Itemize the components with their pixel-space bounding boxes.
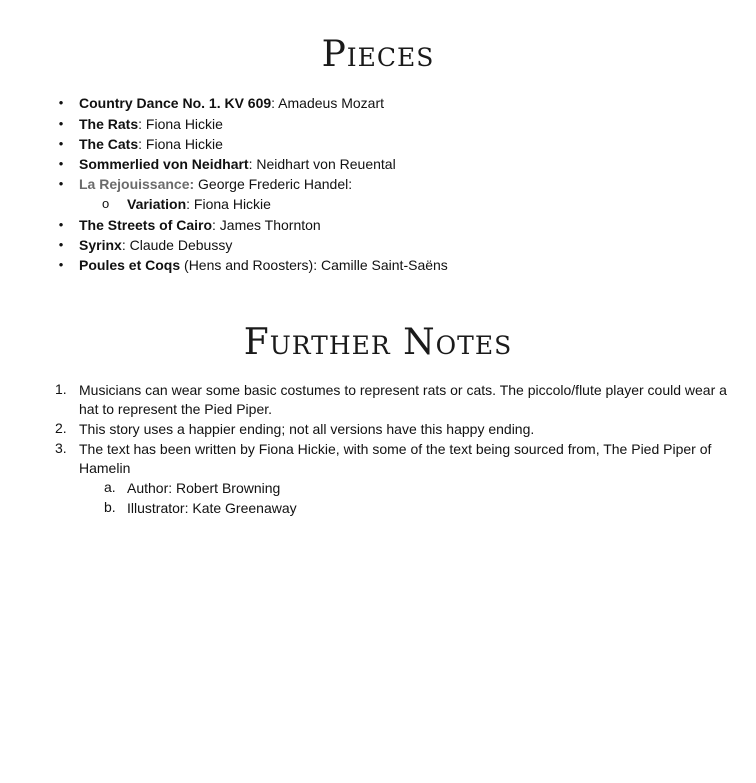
note-subtext: Author: Robert Browning <box>127 480 281 496</box>
list-letter: b. <box>104 499 116 515</box>
bullet-marker: • <box>58 217 64 232</box>
bullet-marker: • <box>58 136 64 151</box>
piece-title: The Streets of Cairo <box>79 217 213 233</box>
piece-composer: : Neidhart von Reuental <box>248 156 396 172</box>
bullet-marker: • <box>58 95 64 110</box>
note-text: This story uses a happier ending; not all versions have this happy ending. <box>79 421 535 437</box>
piece-composer: (Hens and Roosters): Camille Saint-Saëns <box>180 257 448 273</box>
bullet-marker: • <box>58 237 64 252</box>
list-letter: a. <box>104 479 116 495</box>
piece-composer: : James Thornton <box>212 217 321 233</box>
piece-composer: : Amadeus Mozart <box>271 95 384 111</box>
list-number: 3. <box>55 440 67 456</box>
list-number: 1. <box>55 381 67 397</box>
piece-title: The Rats <box>79 116 139 132</box>
bullet-marker: • <box>58 257 64 272</box>
piece-composer: : Fiona Hickie <box>138 136 223 152</box>
piece-title: Syrinx <box>79 237 122 253</box>
piece-composer: : Fiona Hickie <box>138 116 223 132</box>
note-text: Musicians can wear some basic costumes to represent rats or cats. The piccolo/flute player could wear a hat to represent the Pied Piper. <box>79 382 727 417</box>
piece-title: Sommerlied von Neidhart <box>79 156 249 172</box>
piece-composer: : Claude Debussy <box>121 237 233 253</box>
piece-title: Country Dance No. 1. KV 609 <box>79 95 272 111</box>
piece-composer: : Fiona Hickie <box>186 196 271 212</box>
pieces-heading: Pieces <box>321 34 435 75</box>
further-notes-heading: Further Notes <box>243 322 513 363</box>
piece-composer: George Frederic Handel: <box>194 176 353 192</box>
bullet-marker: • <box>58 176 64 191</box>
list-number: 2. <box>55 420 67 436</box>
piece-title: Variation <box>127 196 187 212</box>
piece-title: Poules et Coqs <box>79 257 181 273</box>
piece-title: The Cats <box>79 136 139 152</box>
sub-bullet-marker: o <box>102 196 110 211</box>
piece-title: La Rejouissance: <box>79 176 195 192</box>
note-subtext: Illustrator: Kate Greenaway <box>127 500 297 516</box>
bullet-marker: • <box>58 156 64 171</box>
bullet-marker: • <box>58 116 64 131</box>
note-text: The text has been written by Fiona Hickie, with some of the text being sourced from, The Pied Piper of Hamelin <box>79 441 712 476</box>
